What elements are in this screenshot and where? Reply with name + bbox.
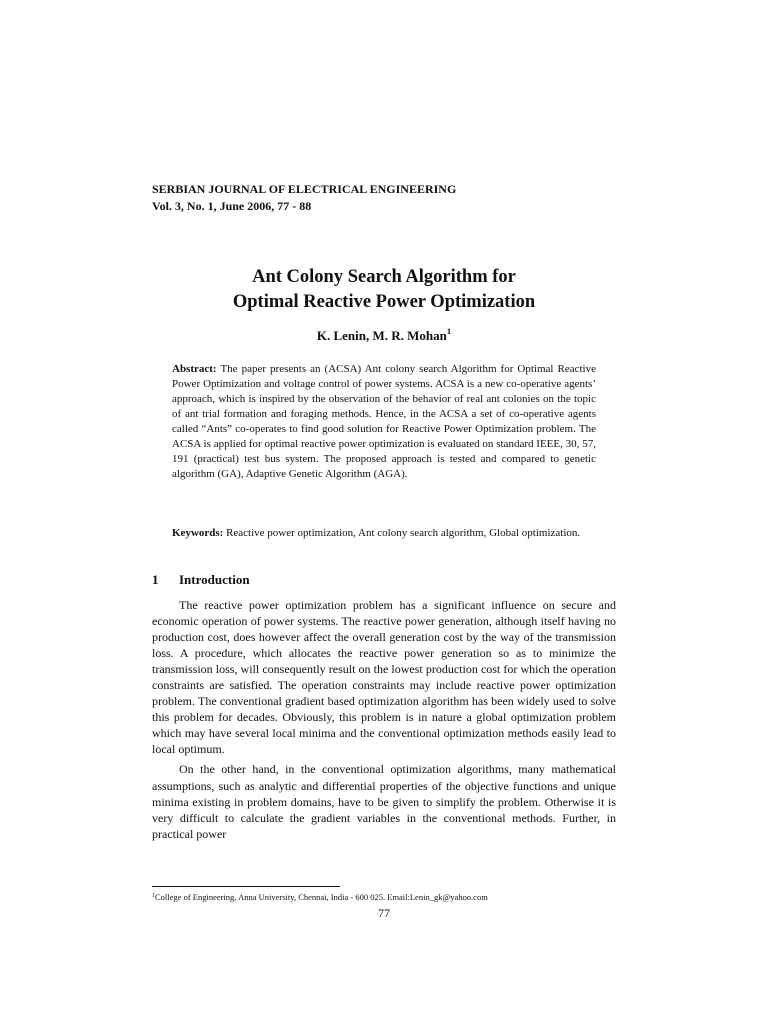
- abstract-label: Abstract:: [172, 363, 217, 375]
- abstract: [172, 362, 596, 482]
- footnote-text: College of Engineering, Anna University, Chennai, India - 600 025. Email:Lenin_gk@yahoo.com: [155, 892, 488, 902]
- keywords-text: Reactive power optimization, Ant colony search algorithm, Global optimization.: [226, 527, 581, 539]
- keywords: [172, 526, 596, 541]
- authors: [152, 328, 616, 344]
- author-names: K. Lenin, M. R. Mohan: [316, 328, 447, 343]
- body-text: [152, 597, 616, 842]
- journal-issue: Vol. 3, No. 1, June 2006, 77 - 88: [152, 199, 312, 213]
- page-number: 77: [378, 906, 390, 920]
- section-title: Introduction: [179, 572, 250, 587]
- author-footnote-mark: 1: [446, 326, 452, 336]
- keywords-label: Keywords:: [172, 527, 224, 539]
- paragraph-2: On the other hand, in the conventional optimization algorithms, many mathematical assumptions, such as analytic and differential properties of the objective functions and unique minima existing in problem domains, have to be given to simplify the problem. Otherwise it is very difficult to calculate the gradient variables in the conventional methods. Further, in practical power: [152, 762, 616, 841]
- footnote-mark: 1: [152, 893, 155, 899]
- paragraph-1: The reactive power optimization problem has a significant influence on secure and economic operation of power systems. The reactive power generation, although itself having no production cost, does however affect the overall generation cost by the way of the transmission loss. A procedure, which allocates the reactive power generation so as to minimize the transmission loss, will consequently result on the lowest production cost for which the operation constraints are satisfied. The operation constraints may include reactive power optimization problem. The conventional gradient based optimization algorithm has been widely used to solve this problem for decades. Obviously, this problem is in nature a global optimization problem which may have several local minima and the conventional optimization methods easily lead to local optimum.: [152, 598, 616, 757]
- paper-title-line-2: Optimal Reactive Power Optimization: [232, 292, 536, 312]
- paper-title: [152, 265, 616, 315]
- journal-header: [152, 181, 456, 215]
- journal-name: SERBIAN JOURNAL OF ELECTRICAL ENGINEERING: [152, 182, 457, 196]
- section-heading: [152, 572, 250, 588]
- section-number: 1: [152, 572, 159, 587]
- abstract-text: The paper presents an (ACSA) Ant colony search Algorithm for Optimal Reactive Power Optimization and voltage control of power systems. ACSA is a new co-operative agents’ approach, which is inspired by the observation of the behavior of real ant colonies on the topic of ant trial formation and foraging methods. Hence, in the ACSA a set of co-operative agents called “Ants” co-operates to find good solution for Reactive Power Optimization problem. The ACSA is applied for optimal reactive power optimization is evaluated on standard IEEE, 30, 57, 191 (practical) test bus system. The proposed approach is tested and compared to genetic algorithm (GA), Adaptive Genetic Algorithm (AGA).: [172, 363, 596, 480]
- footnote: [152, 892, 488, 902]
- footnote-divider: [152, 886, 340, 887]
- paper-title-line-1: Ant Colony Search Algorithm for: [252, 267, 516, 287]
